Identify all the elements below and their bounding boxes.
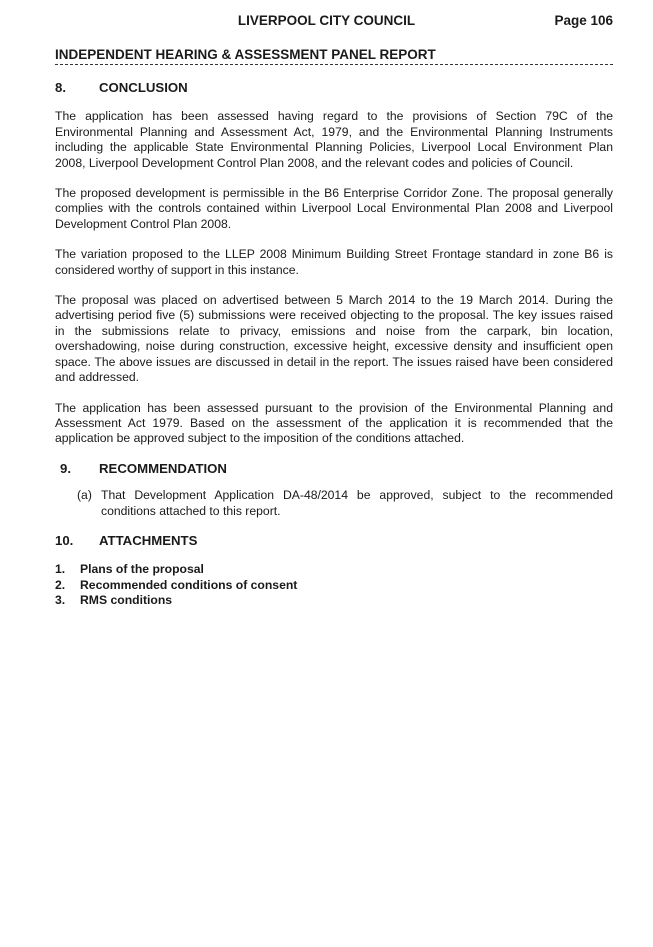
council-name: LIVERPOOL CITY COUNCIL (237, 13, 416, 28)
section-title: ATTACHMENTS (99, 532, 198, 548)
section-number: 9. (60, 460, 71, 476)
report-body (55, 80, 613, 608)
item-number: 1. (55, 562, 66, 577)
conclusion-paragraph: The variation proposed to the LLEP 2008 Minimum Building Street Frontage standard in zone B6 is considered worthy of support in this instance. (55, 247, 613, 277)
item-text: That Development Application DA-48/2014 be approved, subject to the recommended conditions attached to this report. (101, 488, 613, 518)
section-number: 8. (55, 80, 66, 95)
item-number: 3. (55, 592, 66, 607)
conclusion-heading (55, 80, 613, 95)
list-item (55, 578, 613, 593)
conclusion-paragraph: The proposed development is permissible in the B6 Enterprise Corridor Zone. The proposal generally complies with the controls contained within Liverpool Local Environmental Plan 2008 and Liverpool Development Control Plan 2008. (55, 186, 613, 231)
attachments-list (55, 562, 613, 608)
item-text: Plans of the proposal (80, 562, 204, 577)
attachments-heading (55, 533, 613, 548)
conclusion-paragraph: The application has been assessed having regard to the provisions of Section 79C of the Environmental Planning and Assessment Act, 1979, and the Environmental Planning Instruments including the applicable State Environmental Planning Policies, Liverpool Local Environment Plan 2008, Liverpool Development Control Plan 2008, and the relevant codes and policies of Council. (55, 109, 613, 170)
list-item (55, 562, 613, 577)
header-divider (55, 64, 613, 65)
report-title: INDEPENDENT HEARING & ASSESSMENT PANEL REPORT (55, 47, 436, 62)
recommendation-heading (55, 461, 613, 476)
section-title: CONCLUSION (99, 80, 188, 95)
item-text: RMS conditions (80, 592, 173, 607)
conclusion-paragraph: The proposal was placed on advertised between 5 March 2014 to the 19 March 2014. During the advertising period five (5) submissions were received objecting to the proposal. The key issues raised in the submissions relate to privacy, emissions and noise from the carpark, bin location, overshadowing, noise during construction, excessive height, excessive density and insufficient open space. The above issues are discussed in detail in the report. The issues raised have been considered and addressed. (55, 293, 613, 385)
item-label: (a) (77, 488, 92, 503)
item-number: 2. (55, 577, 66, 592)
page-number: Page 106 (554, 13, 613, 28)
list-item (55, 593, 613, 608)
section-title: RECOMMENDATION (99, 460, 227, 476)
conclusion-paragraph: The application has been assessed pursuant to the provision of the Environmental Planning and Assessment Act 1979. Based on the assessment of the application it is recommended that the application be approved subject to the imposition of the conditions attached. (55, 400, 613, 446)
recommendation-item (77, 488, 613, 519)
section-number: 10. (55, 532, 74, 548)
item-text: Recommended conditions of consent (80, 577, 298, 592)
